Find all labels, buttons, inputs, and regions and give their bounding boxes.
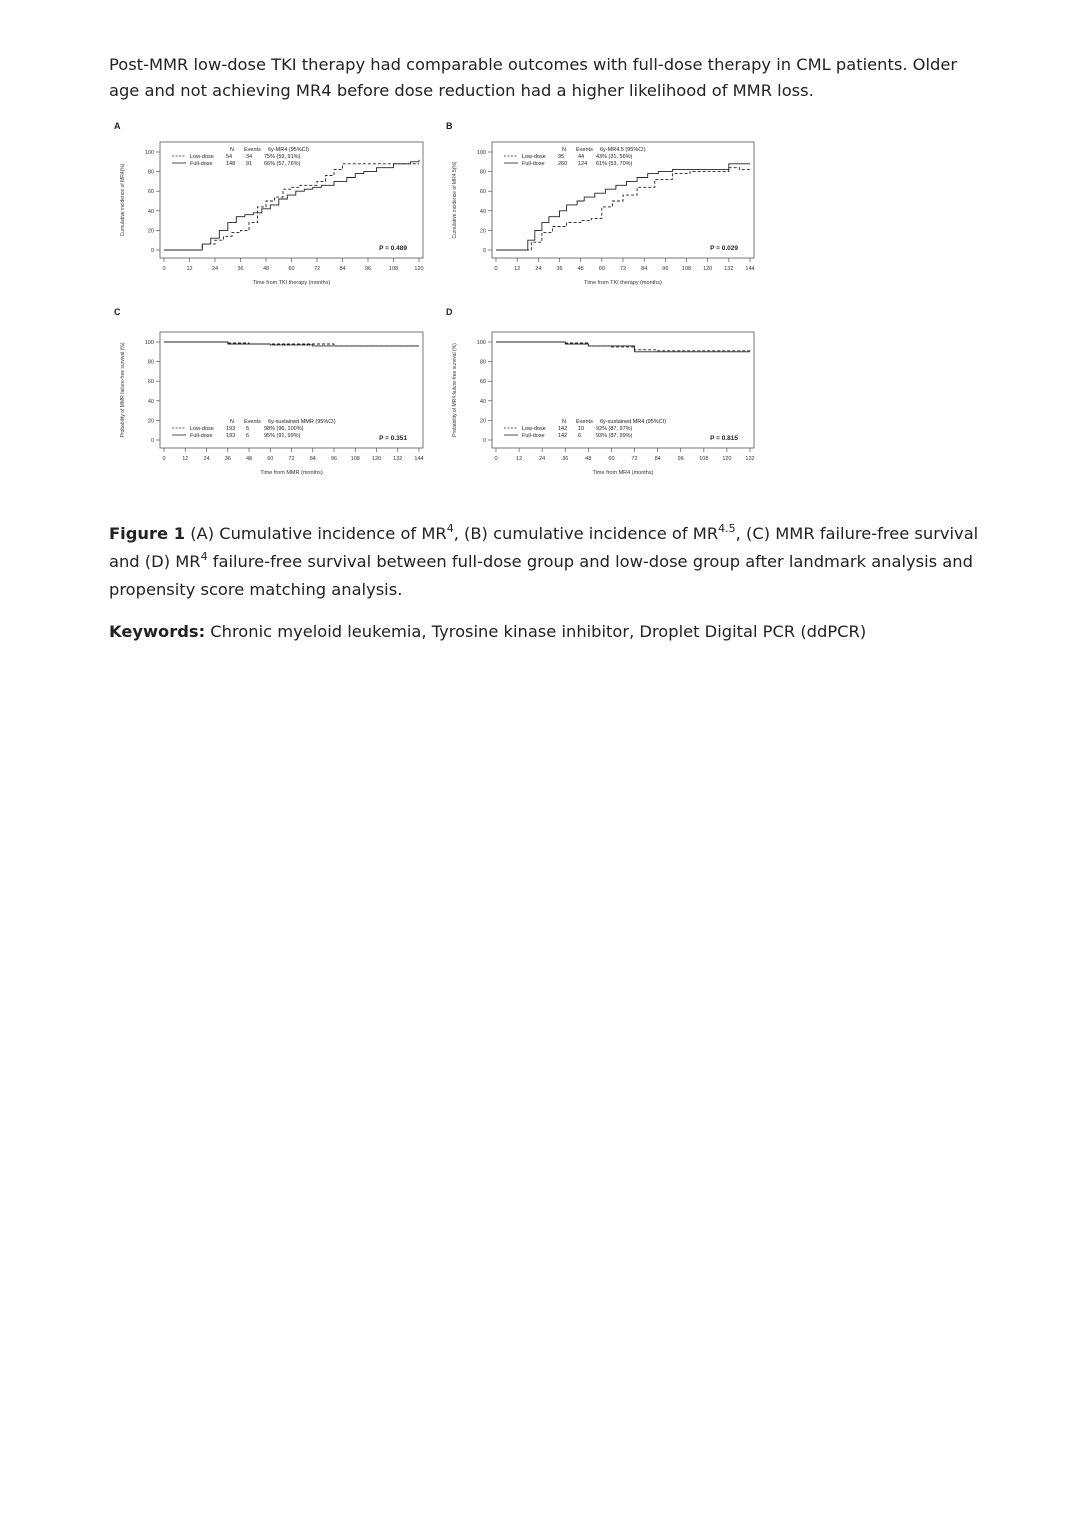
panel-d-xtick-label: 120: [722, 456, 732, 462]
panel-b-legend-events: 44: [578, 154, 585, 160]
panel-a-xlabel: Time from TKI therapy (months): [252, 280, 331, 286]
panel-c-legend-name: Low-dose: [190, 426, 214, 432]
panel-c-xtick-label: 132: [393, 456, 403, 462]
keywords-label: Keywords:: [109, 622, 206, 641]
panel-c-ytick-label: 20: [147, 418, 154, 425]
panel-d-ytick-label: 60: [479, 379, 486, 386]
panel-c-xtick-label: 36: [224, 456, 231, 462]
panel-b-xtick-label: 120: [703, 266, 713, 272]
panel-d-low-dose-curve: [496, 342, 750, 352]
panel-c-ylabel: Probability of MMR failure-free survival (%): [120, 342, 126, 438]
panel-a-ytick-label: 20: [147, 228, 154, 235]
caption-label: Figure 1: [109, 524, 186, 543]
panel-b-xtick-label: 132: [724, 266, 734, 272]
panel-a-xtick-label: 60: [288, 266, 295, 272]
panel-b-xtick-label: 12: [514, 266, 521, 272]
panel-c-legend-events: 6: [246, 433, 250, 439]
panel-a-legend-name: Full-dose: [190, 161, 213, 167]
panel-a-full-dose-curve: [164, 160, 419, 250]
panel-c-legend-n: 193: [226, 433, 236, 439]
panel-b-pvalue: P = 0.029: [710, 245, 738, 252]
panel-c-xtick-label: 48: [245, 456, 253, 462]
panel-b-xtick-label: 72: [619, 266, 627, 272]
panel-d-legend-stat: 93% (87, 99%): [596, 433, 633, 439]
panel-b-xtick-label: 60: [598, 266, 605, 272]
panel-b-ytick-label: 20: [479, 228, 486, 235]
panel-a-legend-stat-header: 6y-MR4 (95%CI): [268, 147, 309, 153]
panel-a-ytick-label: 100: [144, 150, 154, 156]
panel-label-c: C: [114, 307, 121, 317]
panel-d-legend-n-header: N: [562, 419, 566, 425]
panel-c-xtick-label: 24: [203, 456, 210, 462]
panel-a-legend-events: 91: [246, 161, 253, 167]
panel-c-ytick-label: 60: [147, 379, 154, 386]
panel-d-xtick-label: 36: [562, 456, 569, 462]
panel-d-xtick-label: 132: [745, 456, 755, 462]
panel-c-xtick-label: 144: [414, 456, 424, 462]
panel-a-xtick-label: 120: [414, 266, 424, 272]
panel-d-xtick-label: 0: [494, 456, 498, 462]
panel-c-legend-n-header: N: [230, 419, 234, 425]
panel-c-full-dose-curve: [164, 342, 419, 346]
panel-b-xtick-label: 96: [662, 266, 669, 272]
panel-a-xtick-label: 72: [313, 266, 321, 272]
caption-text-2: , (B) cumulative incidence of MR: [453, 524, 719, 543]
panel-c-xlabel: Time from MMR (months): [260, 470, 323, 476]
panel-d-legend-name: Low-dose: [522, 426, 546, 432]
panel-b-legend-stat: 61% (53, 70%): [596, 161, 633, 167]
panel-b-legend-n-header: N: [562, 147, 566, 153]
panel-b-xlabel: Time from TKI therapy (months): [584, 280, 662, 286]
panel-c-legend-events: 5: [246, 426, 250, 432]
panel-a-ytick-label: 40: [147, 208, 154, 215]
panel-a-legend-name: Low-dose: [190, 154, 214, 160]
panel-d-xtick-label: 24: [539, 456, 546, 462]
panel-d-xtick-label: 84: [654, 456, 661, 462]
figure-1: [112, 118, 762, 493]
panel-a-ytick-label: 80: [147, 169, 154, 176]
panel-d-legend-events-header: Events: [576, 419, 593, 425]
panel-c-ytick-label: 40: [147, 398, 154, 405]
panel-b-ytick-label: 80: [479, 169, 486, 176]
panel-a-xtick-label: 48: [262, 266, 270, 272]
panel-b-legend-events: 124: [578, 161, 588, 167]
caption-text-1: (A) Cumulative incidence of MR: [185, 524, 447, 543]
panel-c-legend-name: Full-dose: [190, 433, 213, 439]
panel-b-legend-events-header: Events: [576, 147, 593, 153]
panel-a-legend-n: 54: [226, 154, 233, 160]
caption-sup-1: 4: [446, 522, 454, 535]
panel-b-legend-name: Low-dose: [522, 154, 546, 160]
panel-b-low-dose-curve: [496, 168, 750, 250]
panel-d-xlabel: Time from MR4 (months): [592, 470, 654, 476]
panel-b-ytick-label: 100: [476, 150, 486, 156]
panel-b-ytick-label: 0: [482, 248, 486, 254]
panel-b-legend-stat-header: 6y-MR4.5 (95%CI): [600, 147, 646, 153]
panel-d-legend-n: 142: [558, 426, 568, 432]
panel-a-legend-n-header: N: [230, 147, 234, 153]
panel-d-legend-name: Full-dose: [522, 433, 545, 439]
caption-text-4: failure-free survival between full-dose group and low-dose group after landmark analysis and propensity score matching analysis.: [109, 552, 973, 599]
panel-d-legend-events: 6: [578, 433, 582, 439]
intro-paragraph: Post-MMR low-dose TKI therapy had comparable outcomes with full-dose therapy in CML patients. Older age and not achieving MR4 before dose reduction had a higher likelihood of MMR loss.: [109, 55, 958, 100]
panel-b-legend-name: Full-dose: [522, 161, 545, 167]
caption-sup-3: 4: [200, 550, 208, 563]
panel-label-a: A: [114, 121, 121, 131]
panel-b-legend-n: 95: [558, 154, 565, 160]
panel-d-ytick-label: 80: [479, 359, 486, 366]
panel-c-legend-stat: 95% (91, 99%): [264, 433, 301, 439]
panel-c-xtick-label: 96: [330, 456, 338, 462]
panel-a-legend-n: 148: [226, 161, 236, 167]
panel-a-ylabel: Cumulative incidence of MR4(%): [120, 163, 126, 237]
panel-b-full-dose-curve: [496, 164, 750, 250]
panel-a-low-dose-curve: [164, 164, 419, 250]
panel-a-xtick-label: 108: [388, 266, 399, 272]
panel-c-legend-events-header: Events: [244, 419, 261, 425]
panel-d-ylabel: Probability of MR4 failure-free survival (%): [452, 343, 458, 437]
panel-a-xtick-label: 96: [364, 266, 372, 272]
panel-b-ytick-label: 60: [479, 189, 486, 196]
panel-d-legend-n: 142: [558, 433, 568, 439]
panel-d-pvalue: P = 0.815: [710, 435, 738, 442]
panel-c-ytick-label: 80: [147, 359, 154, 366]
caption-sup-2: 4.5: [718, 522, 736, 535]
panel-c-legend-n: 193: [226, 426, 236, 432]
figure-caption: [109, 520, 979, 604]
panel-a-legend-events-header: Events: [244, 147, 261, 153]
panel-c-xtick-label: 120: [371, 456, 382, 462]
panel-c-legend-stat: 98% (96, 100%): [264, 426, 304, 432]
panel-a-xtick-label: 36: [237, 266, 244, 272]
panel-a-pvalue: P = 0.489: [379, 245, 407, 252]
panel-b-xtick-label: 36: [556, 266, 563, 272]
panel-b-legend-stat: 43% (31, 56%): [596, 154, 633, 160]
panel-a-xtick-label: 0: [162, 266, 166, 272]
panel-c-xtick-label: 12: [182, 456, 189, 462]
panel-b-ytick-label: 40: [479, 208, 486, 215]
panel-d-ytick-label: 100: [476, 340, 486, 346]
panel-a-legend-stat: 75% (59, 91%): [264, 154, 301, 160]
panel-c-xtick-label: 0: [162, 456, 166, 462]
panel-a-legend-events: 34: [246, 154, 253, 160]
figure-1-graphic: [112, 118, 762, 493]
panel-b-xtick-label: 108: [681, 266, 692, 272]
panel-d-xtick-label: 108: [699, 456, 709, 462]
panel-d-ytick-label: 40: [479, 398, 486, 405]
panel-c-legend-stat-header: 6y-sustained MMR (95%CI): [268, 419, 336, 425]
panel-b-xtick-label: 24: [535, 266, 542, 272]
panel-b-legend-n: 260: [558, 161, 568, 167]
panel-a-xtick-label: 84: [339, 266, 346, 272]
panel-d-legend-stat-header: 6y-sustained MR4 (95%CI): [600, 419, 667, 425]
panel-c-xtick-label: 108: [350, 456, 360, 462]
panel-c-ytick-label: 0: [150, 438, 154, 444]
panel-b-ylabel: Cumulative incidence of MR4.5(%): [452, 161, 458, 239]
caption-text-3: , (C) MMR failure-free survival and (D) MR: [109, 524, 979, 571]
panel-c-xtick-label: 72: [288, 456, 295, 462]
panel-a-ytick-label: 60: [147, 189, 154, 196]
panel-c-pvalue: P = 0.351: [379, 435, 407, 442]
keywords-text: Chronic myeloid leukemia, Tyrosine kinase inhibitor, Droplet Digital PCR (ddPCR): [205, 622, 867, 641]
panel-b-xtick-label: 144: [745, 266, 755, 272]
panel-a-legend-stat: 66% (57, 76%): [264, 161, 301, 167]
panel-d-xtick-label: 72: [631, 456, 638, 462]
panel-c-xtick-label: 60: [267, 456, 274, 462]
panel-d-xtick-label: 60: [608, 456, 615, 462]
panel-d-xtick-label: 12: [516, 456, 523, 462]
panel-a-xtick-label: 12: [186, 266, 193, 272]
panel-d-xtick-label: 96: [677, 456, 684, 462]
panel-c-xtick-label: 84: [309, 456, 316, 462]
panel-d-ytick-label: 20: [479, 418, 486, 425]
panel-d-xtick-label: 48: [585, 456, 592, 462]
panel-c-ytick-label: 100: [144, 340, 154, 346]
panel-d-ytick-label: 0: [482, 438, 486, 444]
panel-b-xtick-label: 0: [494, 266, 498, 272]
panel-label-d: D: [446, 307, 453, 317]
panel-a-xtick-label: 24: [211, 266, 219, 272]
keywords: [109, 619, 979, 645]
panel-label-b: B: [446, 121, 453, 131]
panel-b-xtick-label: 84: [641, 266, 648, 272]
panel-d-legend-stat: 92% (87, 97%): [596, 426, 633, 432]
panel-a-ytick-label: 0: [150, 248, 154, 254]
panel-d-legend-events: 10: [578, 426, 585, 432]
panel-b-xtick-label: 48: [577, 266, 584, 272]
